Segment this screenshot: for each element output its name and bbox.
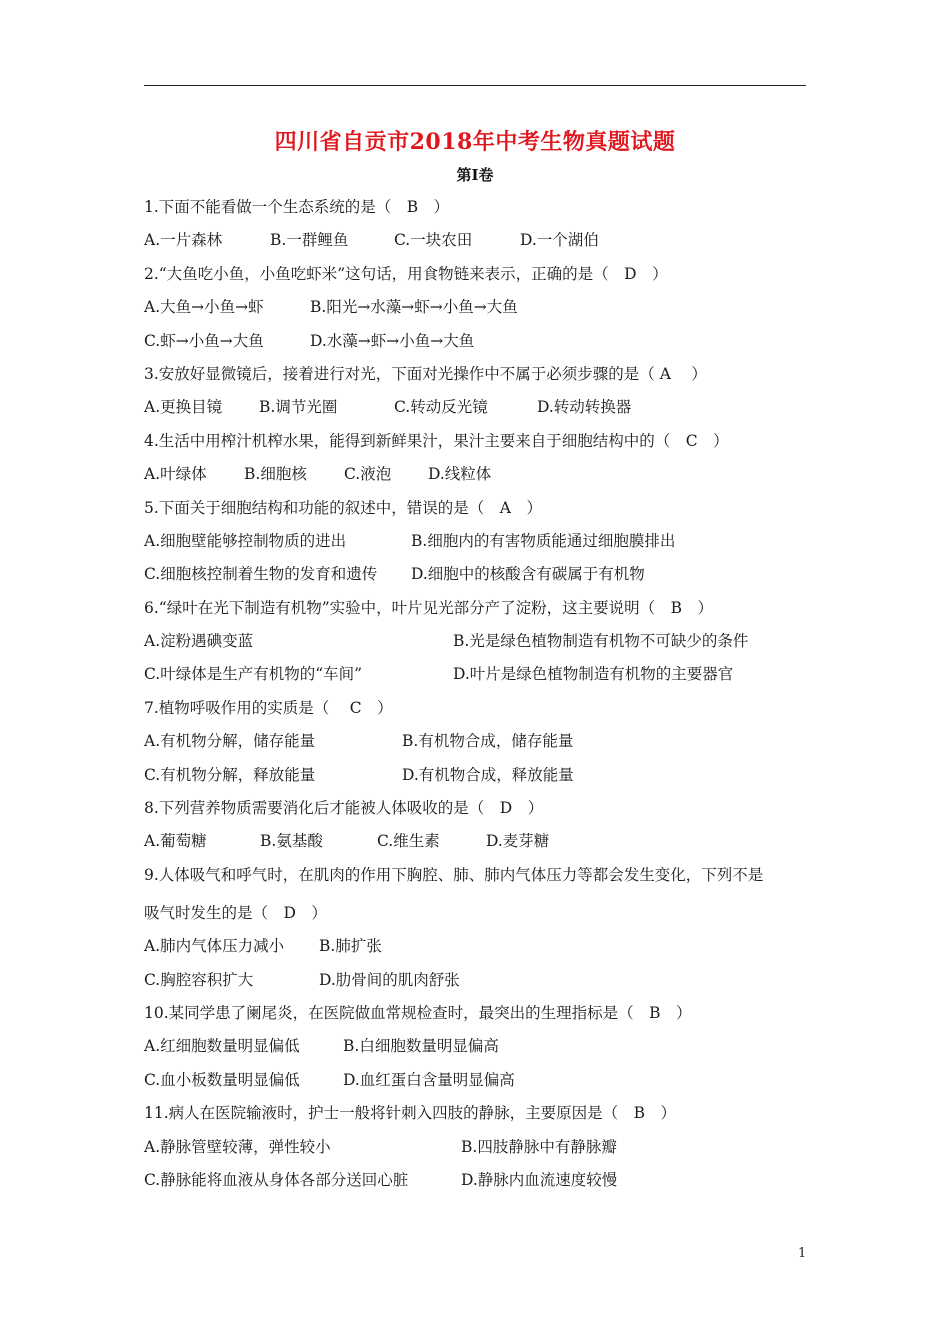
option-row <box>144 528 808 561</box>
option: D.静脉内血流速度较慢 <box>461 1170 618 1189</box>
question-list <box>144 194 808 1200</box>
question-stem: 2.“大鱼吃小鱼，小鱼吃虾米”这句话，用食物链来表示，正确的是（ D ） <box>144 264 668 283</box>
option-row <box>144 967 808 1000</box>
question-stem: 11.病人在医院输液时，护士一般将针刺入四肢的静脉，主要原因是（ B ） <box>144 1104 677 1123</box>
option: C.维生素 <box>377 832 440 851</box>
option: D.线粒体 <box>428 465 492 484</box>
option: B.肺扩张 <box>319 937 382 956</box>
option: A.肺内气体压力减小 <box>144 937 285 956</box>
option-row <box>144 227 808 260</box>
option: C.液泡 <box>344 465 392 484</box>
option-row <box>144 561 808 594</box>
option-row <box>144 294 808 327</box>
option-row <box>144 1167 808 1200</box>
option-row <box>144 394 808 427</box>
option: A.叶绿体 <box>144 465 207 484</box>
option: C.一块农田 <box>394 231 473 250</box>
header-rule <box>144 85 806 86</box>
option: B.氨基酸 <box>260 832 323 851</box>
option: D.血红蛋白含量明显偏高 <box>343 1070 515 1089</box>
option: B.光是绿色植物制造有机物不可缺少的条件 <box>453 632 749 651</box>
option: A.大鱼→小鱼→虾 <box>144 298 264 317</box>
option: A.有机物分解，储存能量 <box>144 732 316 751</box>
option: C.胸腔容积扩大 <box>144 970 254 989</box>
option: C.细胞核控制着生物的发育和遗传 <box>144 565 378 584</box>
option-row <box>144 933 808 966</box>
option-row <box>144 1033 808 1066</box>
option: D.麦芽糖 <box>486 832 550 851</box>
question-stem: 4.生活中用榨汁机榨水果，能得到新鲜果汁，果汁主要来自于细胞结构中的（ C ） <box>144 431 729 450</box>
option: C.转动反光镜 <box>394 398 488 417</box>
question-stem: 5.下面关于细胞结构和功能的叙述中，错误的是（ A ） <box>144 498 542 517</box>
option: B.四肢静脉中有静脉瓣 <box>461 1137 617 1156</box>
question-stem-continued: 吸气时发生的是（ D ） <box>144 903 327 922</box>
option: D.叶片是绿色植物制造有机物的主要器官 <box>453 665 734 684</box>
option: D.肋骨间的肌肉舒张 <box>319 970 460 989</box>
question-stem: 7.植物呼吸作用的实质是（ C ） <box>144 698 393 717</box>
option: B.调节光圈 <box>259 398 338 417</box>
option: B.细胞核 <box>244 465 307 484</box>
option: A.红细胞数量明显偏低 <box>144 1037 300 1056</box>
option-row <box>144 1134 808 1167</box>
question-stem: 1.下面不能看做一个生态系统的是（ B ） <box>144 198 450 216</box>
option: D.细胞中的核酸含有碳属于有机物 <box>411 565 645 584</box>
option: B.细胞内的有害物质能通过细胞膜排出 <box>411 531 676 550</box>
option: B.一群鲤鱼 <box>270 231 349 250</box>
option: A.静脉管壁较薄，弹性较小 <box>144 1137 331 1156</box>
option: C.叶绿体是生产有机物的“车间” <box>144 665 363 684</box>
option-row <box>144 461 808 494</box>
option: A.淀粉遇碘变蓝 <box>144 632 254 651</box>
section-heading: 第Ⅰ卷 <box>456 166 494 184</box>
option-row <box>144 661 808 694</box>
option-row <box>144 828 808 861</box>
option-row <box>144 728 808 761</box>
option: B.白细胞数量明显偏高 <box>343 1037 499 1056</box>
option: C.血小板数量明显偏低 <box>144 1070 300 1089</box>
option: A.一片森林 <box>144 231 223 250</box>
option: B.有机物合成，储存能量 <box>402 732 574 751</box>
document-title: 四川省自贡市2018年中考生物真题试题 <box>274 129 676 155</box>
option: A.细胞壁能够控制物质的进出 <box>144 531 347 550</box>
question-stem: 10.某同学患了阑尾炎，在医院做血常规检查时，最突出的生理指标是（ B ） <box>144 1003 692 1022</box>
option-row <box>144 762 808 795</box>
option: A.葡萄糖 <box>144 832 207 851</box>
page-number: 1 <box>798 1246 807 1261</box>
question-stem: 3.安放好显微镜后，接着进行对光，下面对光操作中不属于必须步骤的是（ A ） <box>144 364 707 383</box>
option: C.有机物分解，释放能量 <box>144 765 316 784</box>
question-stem: 8.下列营养物质需要消化后才能被人体吸收的是（ D ） <box>144 799 544 818</box>
option: D.水藻→虾→小鱼→大鱼 <box>310 331 475 350</box>
option: D.转动转换器 <box>537 398 632 417</box>
option: C.静脉能将血液从身体各部分送回心脏 <box>144 1170 409 1189</box>
option: B.阳光→水藻→虾→小鱼→大鱼 <box>310 298 518 317</box>
option: A.更换目镜 <box>144 398 223 417</box>
question-stem: 6.“绿叶在光下制造有机物”实验中，叶片见光部分产了淀粉，这主要说明（ B ） <box>144 598 714 617</box>
option: C.虾→小鱼→大鱼 <box>144 331 264 350</box>
option-row <box>144 628 808 661</box>
question-stem: 9.人体吸气和呼气时，在肌肉的作用下胸腔、肺、肺内气体压力等都会发生变化，下列不是 <box>144 865 764 884</box>
option-row <box>144 328 808 361</box>
option: D.一个湖伯 <box>520 231 599 250</box>
option-row <box>144 1067 808 1100</box>
option: D.有机物合成，释放能量 <box>402 765 574 784</box>
